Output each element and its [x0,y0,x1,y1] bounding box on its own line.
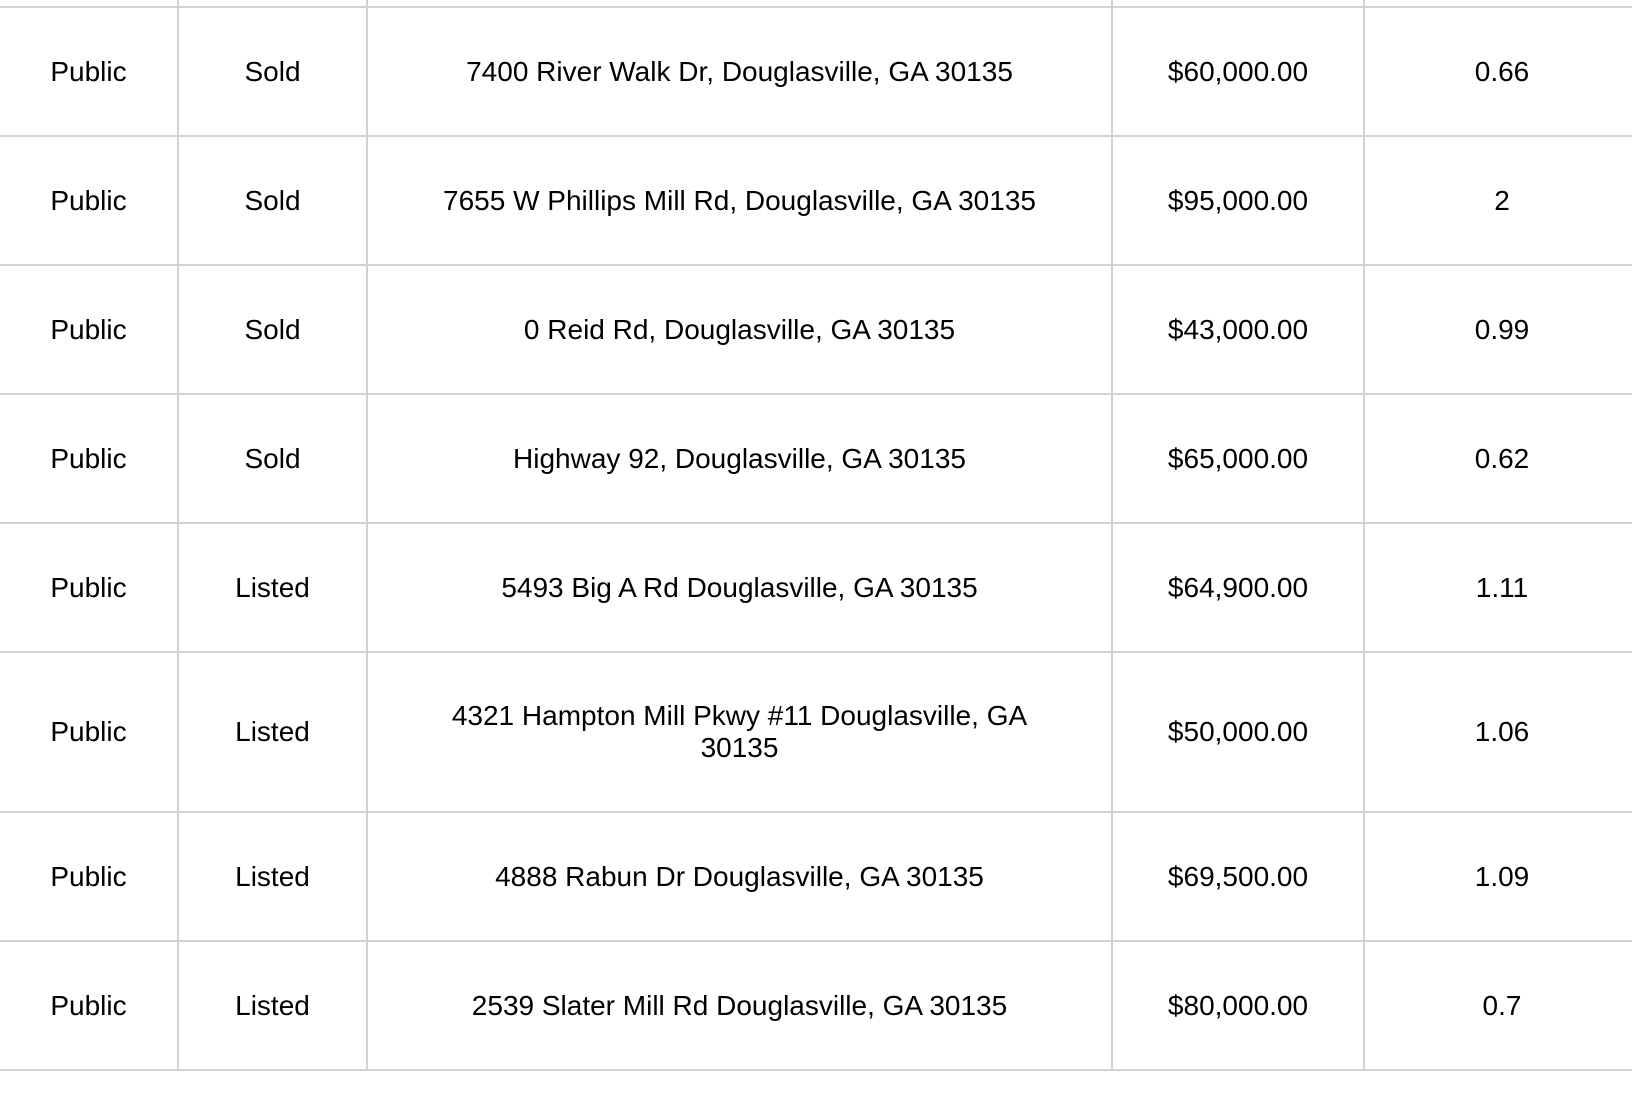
cell-address[interactable]: 7655 W Phillips Mill Rd, Douglasville, GA 30135 [367,136,1112,265]
cell-type[interactable]: Public [0,7,178,136]
cell-address[interactable]: 4321 Hampton Mill Pkwy #11 Douglasville, GA 30135 [367,652,1112,812]
cell-status[interactable]: Listed [178,941,367,1070]
cell-price[interactable]: $69,500.00 [1112,812,1364,941]
table-row [0,136,1632,265]
cell-acres[interactable]: 1.06 [1364,652,1632,812]
cell-status[interactable]: Listed [178,652,367,812]
cell-acres[interactable]: 1.11 [1364,523,1632,652]
data-table [0,6,1632,1071]
cell-price[interactable]: $60,000.00 [1112,7,1364,136]
cell-acres[interactable]: 0.62 [1364,394,1632,523]
cell-address[interactable]: 5493 Big A Rd Douglasville, GA 30135 [367,523,1112,652]
cell-address[interactable]: 7400 River Walk Dr, Douglasville, GA 30135 [367,7,1112,136]
cell-address[interactable]: 2539 Slater Mill Rd Douglasville, GA 30135 [367,941,1112,1070]
table-row [0,7,1632,136]
cell-price[interactable]: $80,000.00 [1112,941,1364,1070]
cell-address[interactable]: Highway 92, Douglasville, GA 30135 [367,394,1112,523]
cell-status[interactable]: Sold [178,136,367,265]
cell-acres[interactable]: 0.66 [1364,7,1632,136]
cell-type[interactable]: Public [0,812,178,941]
cell-type[interactable]: Public [0,265,178,394]
cell-type[interactable]: Public [0,523,178,652]
cell-price[interactable]: $95,000.00 [1112,136,1364,265]
cell-price[interactable]: $43,000.00 [1112,265,1364,394]
cell-type[interactable]: Public [0,136,178,265]
table-row [0,394,1632,523]
cell-status[interactable]: Sold [178,394,367,523]
cell-price[interactable]: $65,000.00 [1112,394,1364,523]
cell-price[interactable]: $50,000.00 [1112,652,1364,812]
cell-type[interactable]: Public [0,941,178,1070]
table-row [0,941,1632,1070]
table-row [0,812,1632,941]
cell-price[interactable]: $64,900.00 [1112,523,1364,652]
cell-acres[interactable]: 0.99 [1364,265,1632,394]
column-divider [366,0,368,8]
previous-row-edge [0,0,1632,6]
cell-address[interactable]: 4888 Rabun Dr Douglasville, GA 30135 [367,812,1112,941]
cell-status[interactable]: Sold [178,7,367,136]
table-row [0,652,1632,812]
column-divider [177,0,179,8]
cell-type[interactable]: Public [0,394,178,523]
cell-acres[interactable]: 0.7 [1364,941,1632,1070]
cell-acres[interactable]: 1.09 [1364,812,1632,941]
cell-type[interactable]: Public [0,652,178,812]
cell-status[interactable]: Sold [178,265,367,394]
cell-address[interactable]: 0 Reid Rd, Douglasville, GA 30135 [367,265,1112,394]
column-divider [1111,0,1113,8]
cell-acres[interactable]: 2 [1364,136,1632,265]
column-divider [1363,0,1365,8]
table-row [0,265,1632,394]
cell-status[interactable]: Listed [178,812,367,941]
table-row [0,523,1632,652]
cell-status[interactable]: Listed [178,523,367,652]
